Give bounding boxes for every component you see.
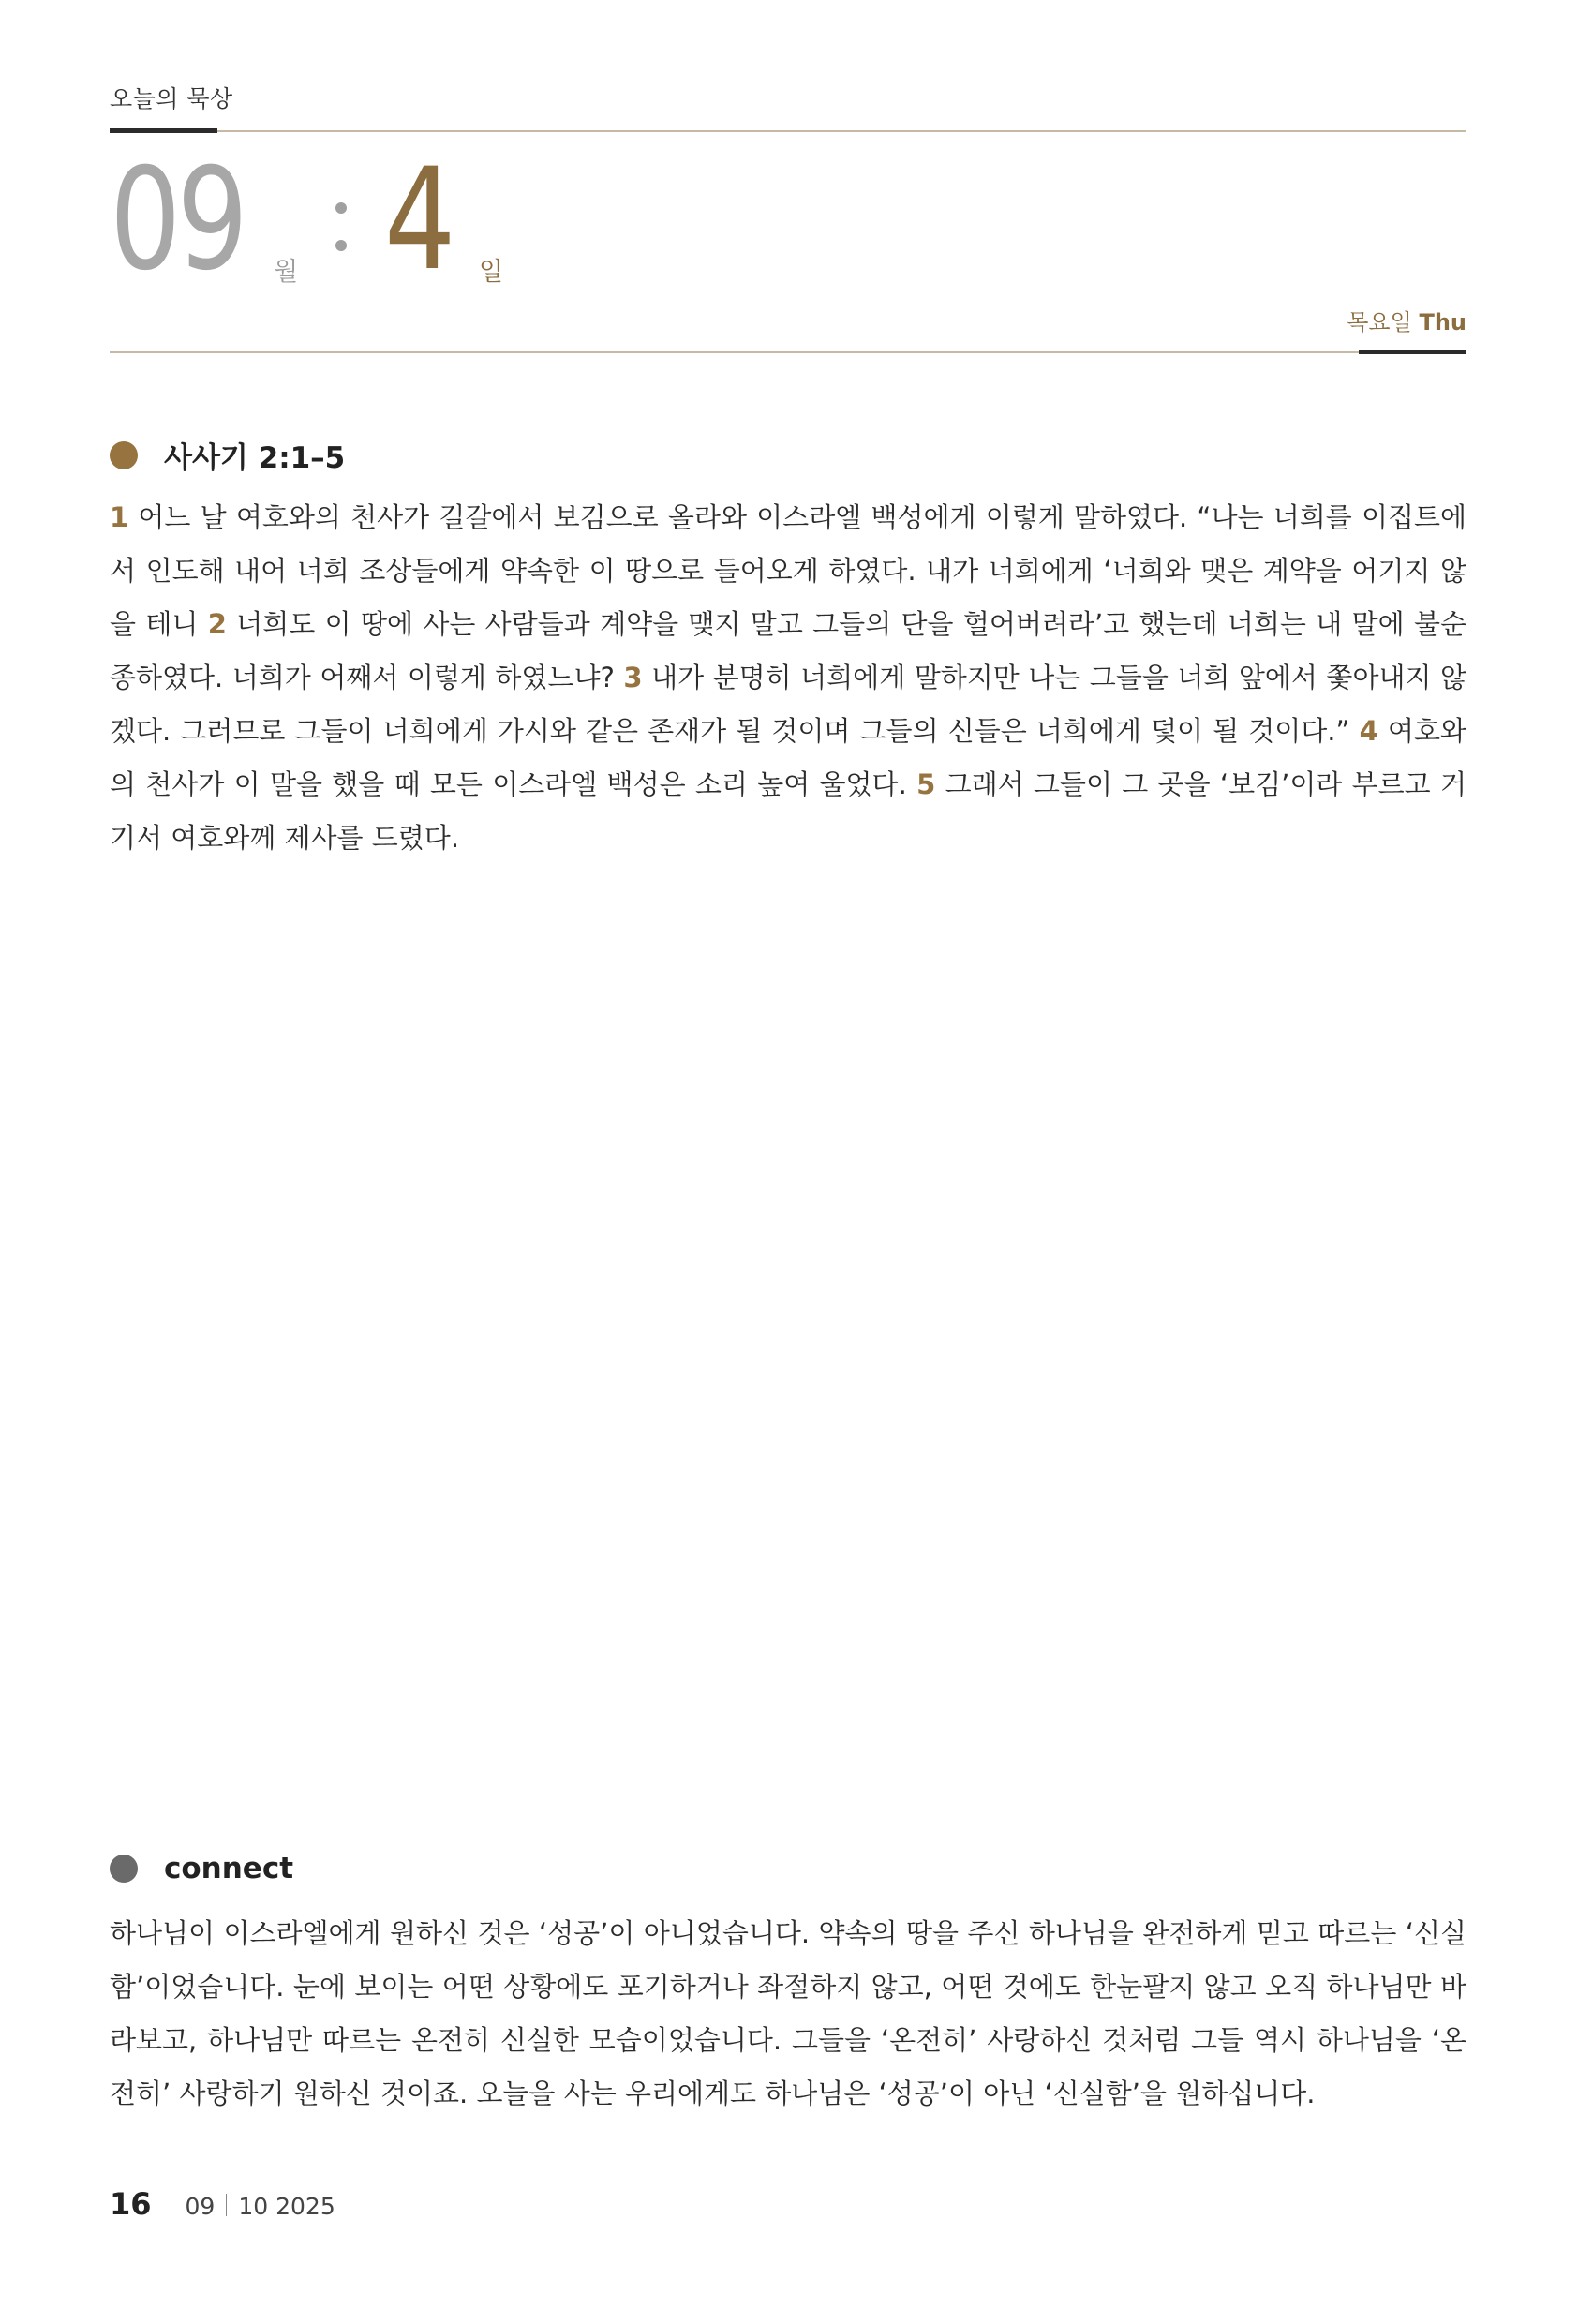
verse-text: 그래서 그들이 그 곳을 ‘보김’이라 부르고 거기서 여호와께 제사를 드렸다.	[110, 768, 1467, 854]
connect-title: connect	[164, 1852, 294, 1885]
top-rule-accent	[110, 128, 217, 133]
date-day-unit: 일	[479, 258, 504, 287]
scripture-text	[110, 491, 1466, 865]
date-colon	[335, 197, 349, 262]
date-day: 4	[384, 139, 456, 302]
bullet-dot-icon	[110, 1855, 138, 1883]
section-label: 오늘의 묵상	[110, 85, 233, 112]
verse-number: 3	[623, 662, 643, 693]
top-rule	[110, 130, 1466, 132]
connect-heading	[110, 1852, 293, 1885]
issue-rest: 10 2025	[238, 2193, 335, 2220]
scripture-heading	[110, 434, 345, 476]
date-month: 09	[110, 139, 245, 302]
issue-months: 09	[185, 2193, 216, 2220]
verse-text: 내가 분명히 너희에게 말하지만 나는 그들을 너희 앞에서 쫓아내지 않겠다. 그러므로 그들이 너희에게 가시와 같은 존재가 될 것이며 그들의 신들은 너희에게 덫이 될 것이다.”	[110, 662, 1467, 747]
page-number: 16	[110, 2186, 152, 2222]
bottom-rule	[110, 351, 1466, 353]
page-footer	[110, 2186, 335, 2222]
weekday-en: Thu	[1419, 309, 1466, 335]
verse-text: 여호와의 천사가 이 말을 했을 때 모든 이스라엘 백성은 소리 높여 울었다.	[110, 715, 1466, 800]
verse-number: 4	[1359, 715, 1378, 747]
bullet-dot-icon	[110, 441, 138, 469]
connect-text: 하나님이 이스라엘에게 원하신 것은 ‘성공’이 아니었습니다. 약속의 땅을 주신 하나님을 완전하게 믿고 따르는 ‘신실함’이었습니다. 눈에 보이는 어떤 상황에도 포기하거나 좌절하지 않고, 어떤 것에도 한눈팔지 않고 오직 하나님만 바라보고, 하나님만 따르는 온전히 신실한 모습이었습니다. 그들을 ‘온전히’ 사랑하신 것처럼 그들 역시 하나님을 ‘온전히’ 사랑하기 원하신 것이죠. 오늘을 사는 우리에게도 하나님은 ‘성공’이 아닌 ‘신실함’을 원하십니다.	[110, 1917, 1466, 2109]
issue-date	[186, 2193, 335, 2220]
verse-number: 5	[916, 768, 936, 800]
verse-number: 1	[110, 501, 129, 533]
weekday	[1347, 304, 1466, 336]
verse-number: 2	[207, 608, 227, 640]
issue-separator	[226, 2194, 227, 2216]
verse-text: 너희도 이 땅에 사는 사람들과 계약을 맺지 말고 그들의 단을 헐어버려라’고 했는데 너희는 내 말에 불순종하였다. 너희가 어째서 이렇게 하였느냐?	[110, 608, 1467, 693]
date-month-unit: 월	[274, 258, 299, 287]
verse-text: 어느 날 여호와의 천사가 길갈에서 보김으로 올라와 이스라엘 백성에게 이렇게 말하였다. “나는 너희를 이집트에서 인도해 내어 너희 조상들에게 약속한 이 땅으로 들어오게 하였다. 내가 너희에게 ‘너희와 맺은 계약을 어기지 않을 테니	[110, 501, 1467, 640]
weekday-ko: 목요일	[1347, 309, 1412, 335]
scripture-reference: 사사기 2:1–5	[164, 441, 346, 475]
bottom-rule-accent	[1359, 350, 1466, 354]
